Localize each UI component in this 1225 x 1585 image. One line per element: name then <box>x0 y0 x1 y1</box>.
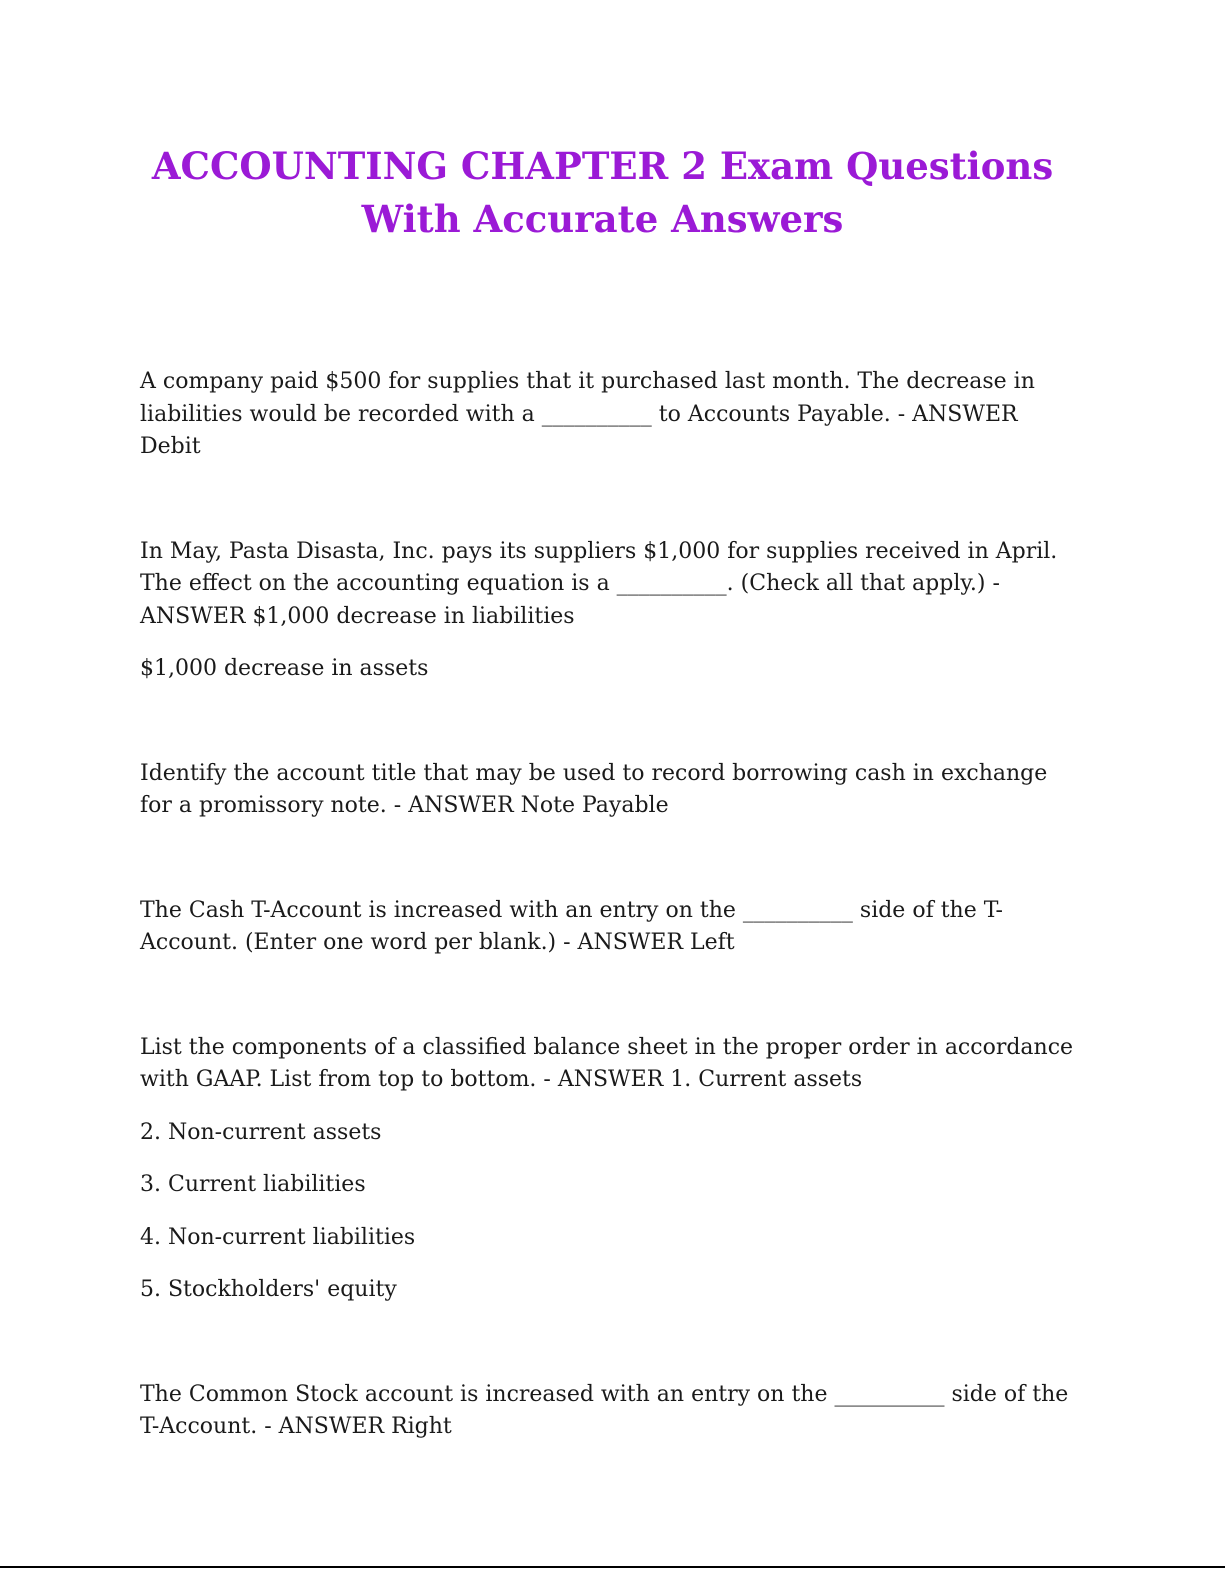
question-text: The Common Stock account is increased with an entry on the __________ side of the T-Account. - ANSWER Right <box>140 1381 1069 1439</box>
question-list <box>140 366 1080 1444</box>
qa-item <box>140 366 1080 464</box>
qa-item <box>140 1379 1080 1444</box>
qa-item <box>140 536 1080 686</box>
answer-line: 2. Non-current assets <box>140 1119 382 1145</box>
answer-line: 4. Non-current liabilities <box>140 1224 416 1250</box>
question-text: List the components of a classified balance sheet in the proper order in accordance with GAAP. List from top to bottom. - ANSWER 1. Current assets <box>140 1034 1074 1092</box>
document-title: ACCOUNTING CHAPTER 2 Exam Questions With Accurate Answers <box>151 144 1054 241</box>
qa-item <box>140 758 1080 823</box>
answer-line: 3. Current liabilities <box>140 1172 366 1197</box>
qa-item <box>140 1032 1080 1307</box>
answer-line: $1,000 decrease in assets <box>140 656 429 681</box>
question-text: Identify the account title that may be used to record borrowing cash in exchange for a promissory note. - ANSWER Note Payable <box>140 760 1048 818</box>
page-bottom-rule <box>0 1566 1225 1568</box>
question-text: A company paid $500 for supplies that it purchased last month. The decrease in liabilities would be recorded with a __________ to Accounts Payable. - ANSWER Debit <box>140 369 1035 459</box>
question-text: The Cash T-Account is increased with an entry on the __________ side of the T-Account. (Enter one word per blank.) - ANSWER Left <box>140 897 1003 955</box>
question-text: In May, Pasta Disasta, Inc. pays its suppliers $1,000 for supplies received in April. The effect on the accounting equation is a __________. (Check all that apply.) - ANSWER $1,000 decrease in liabilities <box>140 538 1058 629</box>
qa-item <box>140 895 1080 960</box>
answer-line: 5. Stockholders' equity <box>140 1277 397 1302</box>
